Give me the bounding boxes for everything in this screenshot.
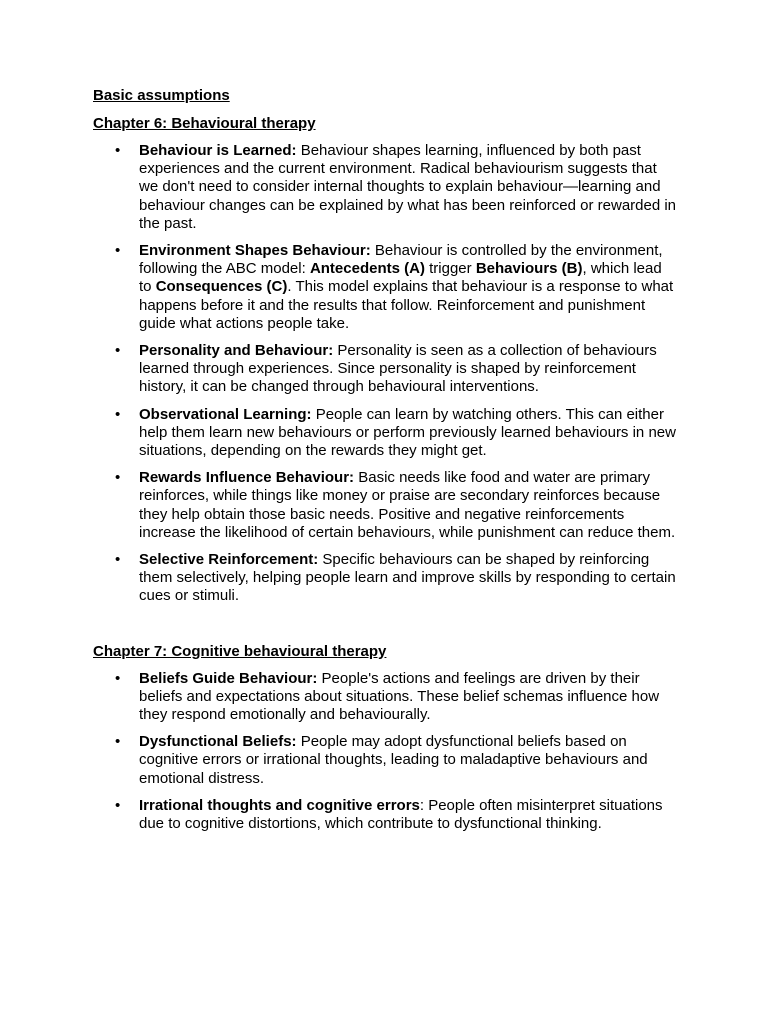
list-item bbox=[93, 242, 678, 333]
bold-term: Behaviour is Learned: bbox=[139, 142, 297, 159]
body-text: trigger bbox=[424, 260, 476, 278]
bullet-icon: • bbox=[115, 405, 121, 423]
bold-term: Behaviours (B) bbox=[475, 260, 583, 278]
chapter-7-bullet-list bbox=[93, 670, 678, 834]
chapter-7-heading: Chapter 7: Cognitive behavioural therapy bbox=[93, 642, 387, 660]
bullet-icon: • bbox=[115, 551, 121, 569]
list-item bbox=[93, 342, 678, 397]
list-item bbox=[93, 469, 678, 542]
basic-assumptions-heading: Basic assumptions bbox=[93, 87, 230, 104]
body-text: : People often misinterpret situations due to cognitive distortions, which contribute to dysfunctional thinking. bbox=[139, 796, 663, 833]
bold-term: Antecedents (A) bbox=[309, 260, 425, 278]
list-item bbox=[93, 733, 678, 788]
list-item bbox=[93, 551, 678, 606]
list-item bbox=[93, 142, 678, 233]
bold-term: Personality and Behaviour: bbox=[139, 342, 334, 360]
bold-term: Dysfunctional Beliefs: bbox=[139, 733, 297, 751]
bold-term: Environment Shapes Behaviour: bbox=[139, 242, 371, 260]
bullet-icon: • bbox=[115, 469, 121, 487]
document-page bbox=[93, 87, 678, 842]
bullet-icon: • bbox=[115, 669, 121, 687]
body-text: , which lead to bbox=[139, 260, 662, 296]
body-text: . This model explains that behaviour is a response to what happens before it and the results that follow. Reinforcement and punishment guide what actions people take. bbox=[139, 278, 674, 332]
bullet-icon: • bbox=[115, 796, 121, 814]
body-text: Personality is seen as a collection of behaviours learned through experiences. Since personality is shaped by reinforcement history, it can be changed through behavioural interventions. bbox=[139, 342, 657, 396]
bold-term: Consequences (C) bbox=[155, 278, 288, 296]
body-text: People may adopt dysfunctional beliefs based on cognitive errors or irrational thoughts, leading to maladaptive behaviours and emotional distress. bbox=[139, 733, 648, 787]
body-text: Basic needs like food and water are primary reinforces, while things like money or praise are secondary reinforces because they help obtain those basic needs. Positive and negative reinforcements increase the likelihood of certain behaviours, while punishment can reduce them. bbox=[139, 469, 676, 541]
bullet-icon: • bbox=[115, 242, 121, 260]
list-item bbox=[93, 797, 678, 833]
body-text: People can learn by watching others. This can either help them learn new behaviours or perform previously learned behaviours in new situations, depending on the rewards they might get. bbox=[139, 405, 676, 460]
bold-term: Rewards Influence Behaviour: bbox=[139, 469, 355, 487]
chapter-6-bullet-list bbox=[93, 142, 678, 606]
bold-term: Irrational thoughts and cognitive errors bbox=[139, 796, 420, 814]
list-item bbox=[93, 406, 678, 461]
body-text: Behaviour is controlled by the environment, following the ABC model: bbox=[139, 242, 663, 278]
bullet-icon: • bbox=[115, 342, 121, 360]
list-item bbox=[93, 670, 678, 725]
body-text: People's actions and feelings are driven by their beliefs and expectations about situations. These belief schemas influence how they respond emotionally and behaviourally. bbox=[139, 669, 660, 724]
bullet-icon: • bbox=[115, 142, 121, 159]
bold-term: Beliefs Guide Behaviour: bbox=[139, 669, 318, 687]
bold-term: Observational Learning: bbox=[139, 405, 312, 423]
bold-term: Selective Reinforcement: bbox=[139, 551, 319, 569]
body-text: Behaviour shapes learning, influenced by both past experiences and the current environment. Radical behaviourism suggests that we don't need to consider internal thoughts to explain behaviour—learning and behaviour changes can be explained by what has been reinforced or rewarded in the past. bbox=[139, 142, 677, 232]
bullet-icon: • bbox=[115, 733, 121, 751]
chapter-6-heading: Chapter 6: Behavioural therapy bbox=[93, 115, 316, 132]
body-text: Specific behaviours can be shaped by reinforcing them selectively, helping people learn and improve skills by responding to certain cues or stimuli. bbox=[139, 551, 676, 605]
